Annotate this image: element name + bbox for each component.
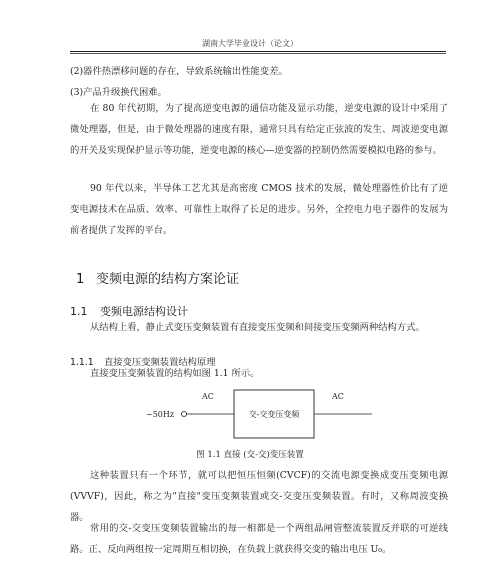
converter-label: 交-交变压变频 <box>248 410 300 419</box>
paragraph-90s: 90 年代以来，半导体工艺尤其是高密度 CMOS 技术的发展，微处理器性价比有了逆变电源技术在品质、效率、可靠性上取得了长足的进步。另外，全控电力电子器件的发展为前者提供了发挥的平台。 <box>70 183 448 236</box>
paragraph-direct: 这种装置只有一个环节，就可以把恒压恒频(CVCF)的交流电源变换成变压变频电源(VVVF)，因此，称之为"直接"变压变频装置或交-交变压变频装置。有时，又称周波变换器。 <box>70 470 448 523</box>
section-title: 直接变压变频装置结构原理 <box>104 357 216 368</box>
input-terminal <box>182 412 187 417</box>
paragraph-figure-ref: 直接变压变频装置的结构如图 1.1 所示。 <box>90 368 260 379</box>
section-heading-1-1 <box>70 303 188 319</box>
figure-caption: 图 1.1 直接 (交-交)变压装置 <box>196 450 304 460</box>
list-item-3: (3)产品升级换代困难。 <box>70 87 167 98</box>
paragraph-80s: 在 80 年代初期，为了提高逆变电源的通信功能及显示功能，逆变电源的设计中采用了微处理器，但是，由于微处理器的速度有限，通常只具有给定正弦波的发生、周波逆变电源的开关及实现保护显示等功能，逆变电源的核心—逆变器的控制仍然需要模拟电路的参与。 <box>70 103 448 156</box>
figure-diagram <box>140 385 380 445</box>
ac-in-label: AC <box>202 392 214 401</box>
header-rule <box>70 51 446 52</box>
section-title: 变频电源的结构方案论证 <box>96 272 240 287</box>
section-number: 1 <box>76 272 85 287</box>
page-header: 湖南大学毕业设计（论文） <box>202 39 298 48</box>
header-rule-thin <box>70 53 446 54</box>
section-number: 1.1 <box>70 305 88 318</box>
section-heading-1 <box>76 268 239 287</box>
paragraph-structure: 从结构上看，静止式变压变频装置有直接变压变频和间接变压变频两种结构方式。 <box>90 322 425 333</box>
input-label: ~50Hz <box>146 410 175 419</box>
section-number: 1.1.1 <box>70 357 94 368</box>
paragraph-cycloconverter: 常用的交-交变压变频装置输出的每一相都是一个两组晶闸管整流装置反并联的可逆线路。正、反向两组按一定周期互相切换，在负载上就获得交变的输出电压 U₀。 <box>70 523 448 555</box>
list-item-2: (2)器件热漂移问题的存在，导致系统输出性能变差。 <box>70 66 288 77</box>
ac-out-label: AC <box>332 392 344 401</box>
section-title: 变频电源结构设计 <box>100 305 188 318</box>
